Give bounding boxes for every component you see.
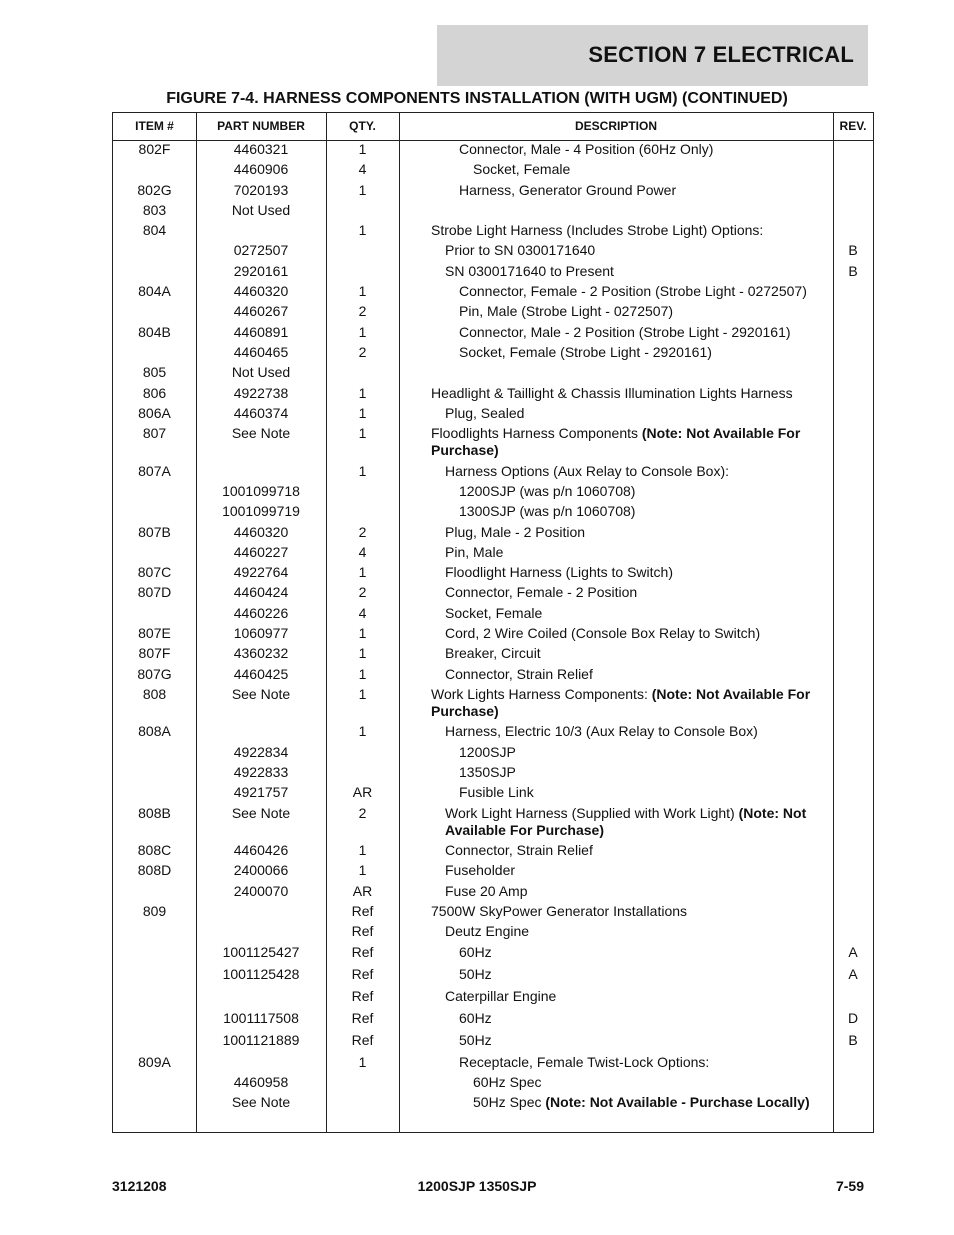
description	[445, 242, 829, 259]
part-number: See Note	[231, 425, 291, 442]
item-number: 807C	[137, 564, 172, 581]
quantity: Ref	[351, 1009, 374, 1026]
description	[445, 883, 829, 900]
description-text: Harness, Electric 10/3 (Aux Relay to Console Box)	[445, 723, 758, 740]
quantity: 1	[358, 564, 367, 581]
description-text: Connector, Strain Relief	[445, 842, 593, 859]
table-row	[113, 1010, 873, 1032]
quantity: 1	[358, 425, 367, 442]
description	[459, 966, 829, 983]
description	[473, 1094, 829, 1111]
part-number: 2400066	[233, 862, 289, 879]
table-row	[113, 1074, 873, 1094]
description	[445, 605, 829, 622]
part-number: 4460958	[233, 1073, 289, 1090]
quantity: AR	[352, 882, 373, 899]
description	[459, 182, 829, 199]
description	[445, 584, 829, 601]
footer-page-number: 7-59	[835, 1178, 864, 1194]
quantity: 1	[358, 862, 367, 879]
item-number: 809A	[138, 1053, 171, 1070]
part-number: See Note	[231, 1094, 291, 1111]
part-number: 1001099719	[222, 503, 300, 520]
table-row	[113, 324, 873, 344]
part-number: Not Used	[231, 201, 291, 218]
description	[445, 625, 829, 642]
description	[445, 723, 829, 740]
table-body	[113, 141, 873, 1114]
part-number: See Note	[231, 685, 291, 702]
description-text: Cord, 2 Wire Coiled (Console Box Relay to Switch)	[445, 625, 761, 642]
quantity: 2	[358, 584, 367, 601]
quantity: Ref	[351, 987, 374, 1004]
item-number: 804B	[138, 323, 171, 340]
item-number: 809	[142, 903, 167, 919]
description-text: Deutz Engine	[445, 923, 530, 940]
description-text: Pin, Male (Strobe Light - 0272507)	[459, 303, 674, 320]
description-text: Pin, Male	[445, 543, 504, 560]
quantity: 1	[358, 384, 367, 401]
column-header-part-number: PART NUMBER	[217, 119, 305, 133]
quantity: 1	[358, 404, 367, 421]
description-text: Connector, Strain Relief	[445, 665, 593, 682]
table-row	[113, 364, 873, 384]
table-row	[113, 988, 873, 1010]
table-row	[113, 524, 873, 544]
description-text: Socket, Female	[473, 161, 571, 178]
table-row	[113, 405, 873, 425]
description-text: Work Light Harness (Supplied with Work Light)	[445, 804, 739, 821]
description-text: 7500W SkyPower Generator Installations	[431, 903, 688, 919]
table-row	[113, 966, 873, 988]
quantity: Ref	[351, 1031, 374, 1048]
description-text: Floodlight Harness (Lights to Switch)	[445, 564, 673, 581]
part-number: 2920161	[233, 262, 289, 279]
table-row	[113, 944, 873, 966]
item-number: 806	[142, 384, 167, 401]
description-text: Connector, Female - 2 Position	[445, 584, 638, 601]
item-number: 805	[142, 364, 167, 381]
quantity: 1	[358, 665, 367, 682]
table-row	[113, 584, 873, 604]
item-number: 808C	[137, 842, 172, 859]
part-number: 4460891	[233, 323, 289, 340]
table-row	[113, 503, 873, 523]
description	[431, 385, 829, 402]
quantity: 1	[358, 842, 367, 859]
table-row	[113, 666, 873, 686]
part-number: 1001121889	[222, 1031, 300, 1048]
table-row	[113, 764, 873, 784]
description	[445, 463, 829, 480]
quantity: 2	[358, 343, 367, 360]
part-number: 4460906	[233, 161, 289, 178]
table-row	[113, 1094, 873, 1114]
item-number: 802F	[138, 141, 171, 157]
section-title: SECTION 7 ELECTRICAL	[588, 42, 854, 67]
quantity: Ref	[351, 943, 374, 960]
table-row	[113, 564, 873, 584]
description-text: 60Hz	[459, 943, 492, 960]
part-number: 4922833	[233, 764, 289, 781]
item-number: 807F	[138, 645, 171, 662]
table-row	[113, 842, 873, 862]
table-row	[113, 883, 873, 903]
table-row	[113, 1032, 873, 1054]
quantity: 1	[358, 645, 367, 662]
part-number: 4460426	[233, 842, 289, 859]
description-text: Floodlights Harness Components	[431, 425, 642, 442]
table-row	[113, 625, 873, 645]
description	[459, 1010, 829, 1027]
description-text: Prior to SN 0300171640	[445, 242, 596, 259]
quantity: 1	[358, 222, 367, 239]
item-number: 808	[142, 685, 167, 702]
description	[459, 141, 829, 158]
quantity: 1	[358, 462, 367, 479]
description-text: Strobe Light Harness (Includes Strobe Light) Options:	[431, 222, 764, 239]
table-row	[113, 1054, 873, 1074]
quantity: 1	[358, 323, 367, 340]
description	[459, 283, 829, 300]
parts-table	[112, 112, 874, 1133]
table-row	[113, 385, 873, 405]
item-number: 804	[142, 222, 167, 239]
description	[459, 483, 829, 500]
quantity: 4	[358, 161, 367, 178]
description-note: (Note: Not Available For Purchase)	[431, 685, 811, 719]
quantity: 1	[358, 723, 367, 740]
table-row	[113, 222, 873, 242]
item-number: 807G	[137, 665, 172, 682]
description	[445, 524, 829, 541]
description-text: Headlight & Taillight & Chassis Illumination Lights Harness	[431, 384, 793, 401]
description-text: Plug, Male - 2 Position	[445, 523, 586, 540]
item-number: 802G	[137, 181, 172, 198]
footer-doc-number: 3121208	[112, 1178, 167, 1194]
part-number: 2400070	[233, 882, 289, 899]
item-number: 808D	[137, 862, 172, 879]
description	[459, 503, 829, 520]
description-text: SN 0300171640 to Present	[445, 262, 614, 279]
part-number: 1001117508	[223, 1009, 299, 1026]
quantity: Ref	[351, 965, 374, 982]
quantity: Ref	[351, 923, 374, 940]
item-number: 808B	[138, 804, 171, 821]
section-banner	[437, 25, 868, 86]
part-number: 0272507	[233, 242, 289, 259]
part-number: 7020193	[233, 181, 289, 198]
revision: D	[847, 1009, 859, 1026]
column-header-rev: REV.	[839, 119, 867, 133]
item-number: 807A	[138, 462, 171, 479]
description-note: (Note: Not Available For Purchase)	[431, 425, 801, 459]
description-text: Harness Options (Aux Relay to Console Box):	[445, 462, 730, 479]
quantity: Ref	[351, 903, 374, 919]
quantity: 1	[358, 625, 367, 642]
item-number: 803	[142, 201, 167, 218]
description-note: (Note: Not Available - Purchase Locally)	[545, 1094, 810, 1111]
description	[445, 263, 829, 280]
quantity: 2	[358, 804, 367, 821]
description	[431, 686, 829, 720]
description-text: Receptacle, Female Twist-Lock Options:	[459, 1053, 710, 1070]
description	[459, 324, 829, 341]
part-number: 4360232	[233, 645, 289, 662]
table-row	[113, 544, 873, 564]
revision: A	[848, 943, 858, 960]
description-text: 1200SJP (was p/n 1060708)	[459, 482, 636, 499]
quantity: 1	[358, 141, 367, 157]
description-text: Caterpillar Engine	[445, 987, 557, 1004]
description	[445, 988, 829, 1005]
table-row	[113, 303, 873, 323]
description	[445, 842, 829, 859]
table-row	[113, 645, 873, 665]
table-row	[113, 686, 873, 724]
part-number: 4922764	[233, 564, 289, 581]
description-text: Work Lights Harness Components:	[431, 685, 652, 702]
quantity: 1	[358, 1053, 367, 1070]
description-text: 1350SJP	[459, 764, 516, 781]
table-row	[113, 744, 873, 764]
description-text: Fusible Link	[459, 784, 534, 801]
part-number: 4921757	[233, 784, 289, 801]
description-text: Connector, Male - 2 Position (Strobe Light - 2920161)	[459, 323, 791, 340]
part-number: 4460320	[233, 283, 289, 300]
part-number: 4460425	[233, 665, 289, 682]
part-number: 4460226	[233, 604, 289, 621]
table-row	[113, 862, 873, 882]
table-row	[113, 805, 873, 843]
description-text: Fuse 20 Amp	[445, 882, 528, 899]
description-text: 60Hz Spec	[473, 1073, 542, 1090]
column-header-item: ITEM #	[135, 119, 174, 133]
table-row	[113, 605, 873, 625]
table-row	[113, 903, 873, 923]
table-row	[113, 283, 873, 303]
quantity: 2	[358, 523, 367, 540]
table-row	[113, 425, 873, 463]
item-number: 807B	[138, 523, 171, 540]
description-text: Socket, Female (Strobe Light - 2920161)	[459, 343, 712, 360]
part-number: 4922738	[233, 384, 289, 401]
table-row	[113, 141, 873, 161]
description	[445, 564, 829, 581]
table-row	[113, 242, 873, 262]
revision: B	[848, 1031, 858, 1048]
description	[459, 744, 829, 761]
description	[445, 645, 829, 662]
description	[445, 405, 829, 422]
part-number: Not Used	[231, 364, 291, 381]
quantity: 1	[358, 283, 367, 300]
part-number: 4460321	[233, 141, 289, 157]
description	[459, 784, 829, 801]
description	[431, 903, 829, 920]
part-number: See Note	[231, 804, 291, 821]
description	[473, 161, 829, 178]
description-text: 1300SJP (was p/n 1060708)	[459, 503, 636, 520]
description-text: Fuseholder	[445, 862, 516, 879]
item-number: 807E	[138, 625, 171, 642]
revision: B	[848, 262, 858, 279]
description-text: 50Hz Spec	[473, 1094, 546, 1111]
column-header-description: DESCRIPTION	[574, 119, 657, 133]
quantity: 1	[358, 685, 367, 702]
quantity: 4	[358, 604, 367, 621]
table-row	[113, 784, 873, 804]
table-row	[113, 483, 873, 503]
item-number: 808A	[138, 723, 171, 740]
description	[459, 1054, 829, 1071]
part-number: 1001125427	[222, 943, 300, 960]
description-note: (Note: Not Available For Purchase)	[445, 804, 807, 838]
description-text: 60Hz	[459, 1009, 492, 1026]
quantity: 2	[358, 303, 367, 320]
description-text: Plug, Sealed	[445, 404, 525, 421]
description	[459, 764, 829, 781]
table-row	[113, 463, 873, 483]
item-number: 804A	[138, 283, 171, 300]
part-number: 4460374	[233, 404, 289, 421]
description	[431, 222, 829, 239]
table-row	[113, 723, 873, 743]
part-number: 4922834	[233, 743, 289, 760]
description	[459, 344, 829, 361]
part-number: 4460320	[233, 523, 289, 540]
column-header-qty: QTY.	[349, 119, 376, 133]
description-text: 1200SJP	[459, 743, 516, 760]
table-row	[113, 923, 873, 943]
description	[445, 862, 829, 879]
table-row	[113, 161, 873, 181]
part-number: 1060977	[233, 625, 289, 642]
footer-models: 1200SJP 1350SJP	[417, 1178, 537, 1194]
description-text: Socket, Female	[445, 604, 543, 621]
description-text: Breaker, Circuit	[445, 645, 541, 662]
description	[445, 544, 829, 561]
description	[473, 1074, 829, 1091]
quantity: 4	[358, 543, 367, 560]
revision: A	[848, 965, 858, 982]
table-row	[113, 202, 873, 222]
description-text: 50Hz	[459, 965, 492, 982]
table-row	[113, 182, 873, 202]
part-number: 1001099718	[222, 482, 300, 499]
item-number: 807D	[137, 584, 172, 601]
description	[459, 1032, 829, 1049]
quantity: 1	[358, 181, 367, 198]
description	[445, 666, 829, 683]
table-row	[113, 263, 873, 283]
description	[459, 944, 829, 961]
description	[445, 805, 829, 839]
description	[445, 923, 829, 940]
description-text: Connector, Female - 2 Position (Strobe Light - 0272507)	[459, 283, 807, 300]
description	[431, 425, 829, 459]
part-number: 4460227	[233, 543, 289, 560]
item-number: 806A	[138, 404, 171, 421]
part-number: 4460267	[233, 303, 289, 320]
table-row	[113, 344, 873, 364]
figure-title: FIGURE 7-4. HARNESS COMPONENTS INSTALLATION (WITH UGM) (CONTINUED)	[166, 90, 788, 107]
revision: B	[848, 242, 858, 259]
part-number: 4460424	[233, 584, 289, 601]
part-number: 4460465	[233, 343, 289, 360]
description-text: 50Hz	[459, 1031, 492, 1048]
description-text: Connector, Male - 4 Position (60Hz Only)	[459, 141, 714, 157]
description	[459, 303, 829, 320]
item-number: 807	[142, 425, 167, 442]
part-number: 1001125428	[222, 965, 300, 982]
description-text: Harness, Generator Ground Power	[459, 181, 677, 198]
quantity: AR	[352, 784, 373, 801]
